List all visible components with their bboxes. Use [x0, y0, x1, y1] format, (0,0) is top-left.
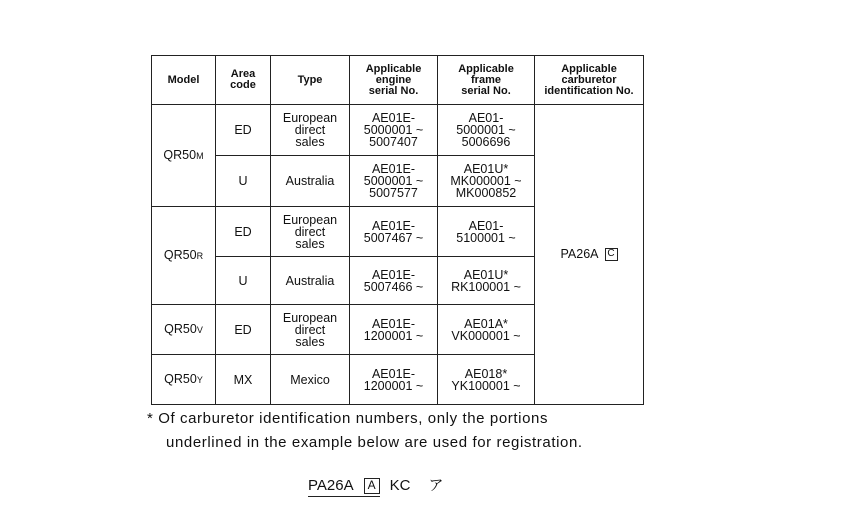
footnote-line-1: * Of carburetor identification numbers, only the portions: [147, 410, 549, 427]
type-cell: Australia: [271, 156, 350, 207]
carburetor-id-cell: [535, 105, 644, 405]
frame-serial-cell: AE01- 5000001 ~ 5006696: [438, 105, 535, 156]
area-code-cell: ED: [216, 305, 271, 355]
serial-number-table: [151, 55, 644, 405]
model-suffix: Y: [196, 375, 203, 385]
header-type: Type: [271, 56, 350, 105]
model-main: QR50: [163, 148, 197, 162]
type-cell: Mexico: [271, 355, 350, 405]
carburetor-id-example: [308, 474, 443, 497]
engine-serial-cell: AE01E- 1200001 ~: [350, 355, 438, 405]
header-area-code: Area code: [216, 56, 271, 105]
footnote-line-2: underlined in the example below are used for registration.: [166, 434, 583, 451]
model-main: QR50: [163, 248, 197, 262]
carburetor-id: PA26A: [560, 246, 599, 261]
area-code-cell: ED: [216, 105, 271, 156]
header-frame-serial: Applicable frame serial No.: [438, 56, 535, 105]
carburetor-box-letter: C: [605, 248, 618, 261]
model-suffix: M: [196, 151, 204, 161]
header-model: Model: [152, 56, 216, 105]
model-cell: [152, 207, 216, 305]
model-main: QR50: [164, 322, 197, 336]
type-cell: European direct sales: [271, 105, 350, 156]
area-code-cell: MX: [216, 355, 271, 405]
engine-serial-cell: AE01E- 1200001 ~: [350, 305, 438, 355]
type-cell: European direct sales: [271, 207, 350, 257]
type-cell: Australia: [271, 257, 350, 305]
header-engine-serial: Applicable engine serial No.: [350, 56, 438, 105]
frame-serial-cell: AE01U* MK000001 ~ MK000852: [438, 156, 535, 207]
table-row: [152, 105, 644, 156]
example-box-letter: A: [364, 478, 380, 494]
engine-serial-cell: AE01E- 5000001 ~ 5007407: [350, 105, 438, 156]
header-carburetor-id: Applicable carburetor identification No.: [535, 56, 644, 105]
engine-serial-cell: AE01E- 5007467 ~: [350, 207, 438, 257]
model-cell: [152, 355, 216, 405]
example-suffix: KC: [389, 477, 411, 494]
area-code-cell: U: [216, 156, 271, 207]
area-code-cell: ED: [216, 207, 271, 257]
engine-serial-cell: AE01E- 5000001 ~ 5007577: [350, 156, 438, 207]
area-code-cell: U: [216, 257, 271, 305]
example-kana: ア: [428, 477, 444, 494]
example-prefix: PA26A: [308, 477, 354, 494]
model-suffix: V: [196, 325, 203, 335]
table-header-row: [152, 56, 644, 105]
underlined-portion: [308, 477, 380, 497]
type-cell: European direct sales: [271, 305, 350, 355]
frame-serial-cell: AE018* YK100001 ~: [438, 355, 535, 405]
frame-serial-cell: AE01U* RK100001 ~: [438, 257, 535, 305]
frame-serial-cell: AE01- 5100001 ~: [438, 207, 535, 257]
model-cell: [152, 105, 216, 207]
model-suffix: R: [196, 251, 204, 261]
model-main: QR50: [164, 372, 197, 386]
frame-serial-cell: AE01A* VK000001 ~: [438, 305, 535, 355]
engine-serial-cell: AE01E- 5007466 ~: [350, 257, 438, 305]
model-cell: [152, 305, 216, 355]
